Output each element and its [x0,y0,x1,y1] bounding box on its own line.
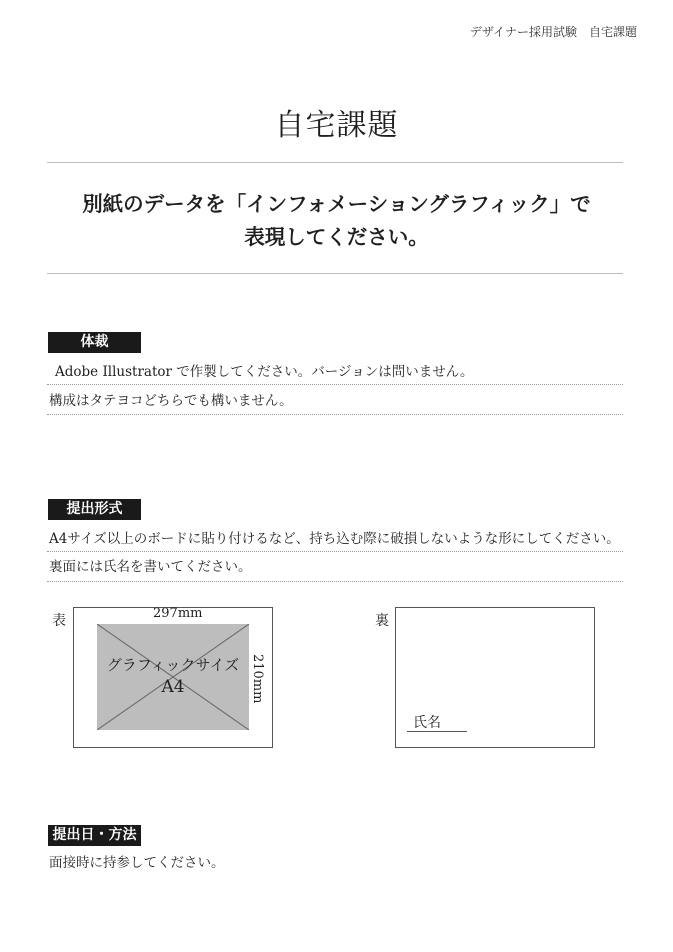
dotted-divider [47,581,623,582]
front-label: 表 [52,613,66,629]
lead-line-2: 表現してください。 [244,225,429,249]
submission-format-line-1: A4サイズ以上のボードに貼り付けるなど、持ち込む際に破損しないような形にしてください。 [49,531,620,547]
height-dimension: 210mm [250,654,265,704]
lead-divider [47,273,623,274]
back-label: 裏 [375,613,389,629]
dotted-divider [47,384,623,385]
name-label: 氏名 [413,715,441,731]
format-line-2: 構成はタテヨコどちらでも構いません。 [49,393,293,409]
section-label-submission-date: 提出日・方法 [48,825,141,846]
graphic-size-label: グラフィックサイズ [106,656,240,674]
section-label-submission-format: 提出形式 [48,499,141,520]
section-label-format: 体裁 [48,332,141,353]
title-divider [47,162,623,163]
submission-date-line-1: 面接時に持参してください。 [49,855,225,871]
dotted-divider [47,414,623,415]
graphic-size-value: A4 [161,677,185,697]
format-line-1: Adobe Illustrator で作製してください。バージョンは問いません。 [55,364,474,380]
dotted-divider [47,551,623,552]
header-label: デザイナー採用試験 自宅課題 [469,25,637,39]
name-underline [407,731,467,732]
width-dimension: 297mm [153,606,203,621]
page-title: 自宅課題 [274,108,399,143]
submission-format-line-2: 裏面には氏名を書いてください。 [49,559,252,575]
lead-line-1: 別紙のデータを「インフォメーショングラフィック」で [82,192,591,216]
